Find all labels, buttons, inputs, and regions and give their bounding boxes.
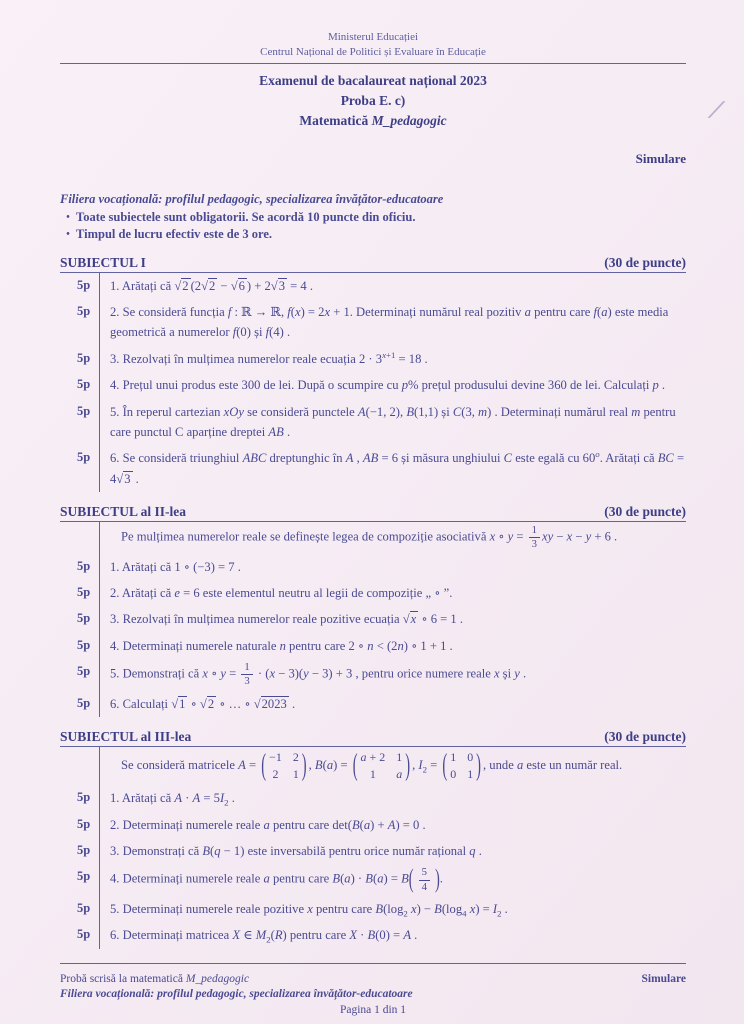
subject-3-item-4 — [60, 864, 686, 895]
math-var: q — [469, 843, 476, 858]
item-text: Pe mulțimea numerelor reale se definește legea de compoziție asociativă x ∘ y = $\frac{1}{3}$ xy − x − y + 6 . — [99, 522, 686, 553]
math-var: p — [401, 378, 408, 393]
superscript: x+1 — [382, 349, 396, 360]
subscript: 4 — [462, 908, 467, 919]
math-var: m — [478, 404, 488, 419]
math-var: p — [652, 378, 659, 393]
points-label: 5p — [77, 450, 91, 465]
item-text: 4. Prețul unui produs este 300 de lei. După o scumpire cu p% prețul produsului devine 360 de lei. Calculați p . — [99, 372, 686, 398]
math-var: I — [418, 758, 423, 773]
subject-3-intro — [60, 747, 686, 785]
footer-page-number: Pagina 1 din 1 — [339, 1004, 407, 1017]
subject-3-item-6 — [60, 922, 686, 948]
matrix-cell: 0 — [467, 750, 474, 765]
item-text: 2. Determinați numerele reale a pentru care det(B(a) + A) = 0 . — [99, 812, 686, 838]
math-var: M_pedagogic — [185, 972, 250, 985]
subject-3-item-3 — [60, 838, 686, 864]
item-text: 6. Se consideră triunghiul ABC dreptunghic în A , AB = 6 și măsura unghiului C este egală cu 60$^o$. Arătați că BC = 4√3 . — [99, 445, 686, 492]
math-var: I — [492, 901, 498, 916]
subject-2-intro — [60, 522, 686, 553]
subject-points: (30 de puncte) — [604, 504, 686, 520]
session-label: Simulare — [635, 151, 686, 167]
math-var: n — [367, 638, 374, 653]
math-var: C — [503, 451, 513, 466]
item-text: 6. Determinați matricea X ∈ $M_2(R)$ pentru care X · B(0) = A . — [99, 922, 686, 948]
math-var: n — [397, 638, 404, 653]
math-var: X — [232, 928, 241, 943]
subject-body — [60, 273, 686, 493]
subscript: 2 — [224, 797, 229, 808]
subject-3-item-5 — [60, 896, 686, 922]
subject-2-item-5 — [60, 659, 686, 690]
item-text: 5. Determinați numerele reale pozitive x pentru care $B(\log_2$ $x) - B(\log_4$ $x) = I_2$ . — [99, 896, 686, 922]
math-var: a — [524, 305, 531, 320]
footer-session-label: Simulare — [641, 972, 686, 985]
item-text: 4. Determinați numerele naturale n pentru care 2 ∘ n < (2n) ∘ 1 + 1 . — [99, 633, 686, 659]
math-var: a — [360, 750, 367, 765]
subject-2-item-4 — [60, 633, 686, 659]
item-text: 3. Demonstrați că B(q − 1) este inversabilă pentru orice număr rațional q . — [99, 838, 686, 864]
footer-filiera: Filiera vocațională: profilul pedagogic, specializarea învățător-educatoare — [60, 987, 413, 1000]
math-var: y — [585, 529, 592, 544]
math-var: f — [227, 305, 232, 320]
bullet-icon: • — [66, 211, 70, 223]
math-var: A — [192, 791, 201, 806]
exam-title: Examenul de bacalaureat național 2023 — [259, 72, 487, 88]
math-var: A — [387, 817, 396, 832]
subject-2-heading — [60, 504, 686, 522]
item-text: 5. În reperul cartezian xOy se consideră punctele A(−1, 2), B(1,1) și C(3, m) . Determinați numărul real m pentru care punctul C aparține dreptei AB . — [99, 399, 686, 446]
math-var: B — [314, 758, 323, 773]
scan-pen-mark: ⁄ — [710, 95, 722, 127]
footer-rule — [60, 963, 686, 964]
page-footer — [60, 963, 686, 1019]
item-text: 1. Arătați că $A \cdot A = 5I_2$ . — [99, 785, 686, 811]
math-var: BC — [657, 451, 674, 466]
ministry-line-1: Ministerul Educației — [327, 31, 419, 43]
math-var: B — [406, 404, 415, 419]
item-text: 1. Arătați că 1 ∘ (−3) = 7 . — [99, 554, 686, 580]
math-var: B — [351, 817, 360, 832]
sqrt-expression: √2 — [174, 278, 189, 293]
math-var: x — [269, 666, 276, 681]
subject-3-item-2 — [60, 812, 686, 838]
math-var: X — [349, 928, 358, 943]
math-var: y — [220, 666, 226, 681]
sqrt-expression: √2023 — [253, 696, 287, 711]
math-var: x — [324, 305, 331, 320]
fraction: $\frac{5}{4}$ — [419, 867, 430, 892]
subject-2-item-2 — [60, 580, 686, 606]
subject-2-item-6 — [60, 691, 686, 717]
matrix-cell: 1 — [467, 766, 474, 781]
item-text: 3. Rezolvați în mulțimea numerelor reale pozitive ecuația √x ∘ 6 = 1 . — [99, 606, 686, 632]
subject-1-item-4 — [60, 372, 686, 398]
math-var: f — [265, 325, 270, 340]
exam-subtitle: Proba E. c) — [340, 92, 406, 108]
sqrt-expression: √6 — [230, 278, 245, 293]
sqrt-expression: √2 — [201, 278, 216, 293]
points-label — [60, 522, 99, 553]
points-label: 5p — [77, 277, 91, 292]
math-var: f — [287, 305, 291, 320]
points-label: 5p — [77, 816, 91, 831]
math-var: x — [566, 529, 573, 544]
subscript: 2 — [497, 908, 502, 919]
matrix-cell: 1 — [369, 766, 376, 781]
subject-points: (30 de puncte) — [604, 254, 686, 270]
subject-1 — [60, 255, 686, 493]
points-label — [60, 747, 99, 785]
points-label: 5p — [77, 842, 91, 857]
subscript: 2 — [266, 934, 271, 945]
item-text: 2. Se consideră funcția f : ℝ → ℝ, f(x) = 2x + 1. Determinați numărul real pozitiv a pentru care f(a) este media geometrică a numerelor f(0) și f(4) . — [99, 299, 686, 346]
math-var: x — [469, 901, 476, 916]
subject-title: SUBIECTUL al II-lea — [60, 504, 187, 520]
math-var: B — [401, 871, 409, 886]
math-var: n — [279, 638, 286, 653]
math-var: B — [202, 843, 211, 858]
big-parens: ( $\frac{5}{4}$ ) — [408, 865, 440, 895]
math-var: x — [307, 901, 313, 916]
subject-1-item-3 — [60, 346, 686, 372]
item-text: 6. Calculați √1 ∘ √2 ∘ … ∘ √2023 . — [99, 691, 686, 717]
math-var: A — [238, 758, 246, 773]
sqrt-expression: √3 — [116, 471, 131, 486]
points-label: 5p — [77, 664, 91, 679]
math-var: a — [326, 758, 334, 773]
math-var: y — [303, 666, 309, 681]
math-var: B — [367, 928, 376, 943]
fraction: $\frac{1}{3}$ — [241, 662, 252, 687]
matrix-cell — [396, 767, 402, 783]
points-label: 5p — [77, 611, 91, 626]
math-var: a — [363, 817, 371, 832]
matrix-cell: 2 — [292, 750, 299, 765]
math-var: B — [365, 871, 373, 886]
math-var: m — [631, 404, 641, 419]
page-header — [60, 30, 686, 167]
points-label: 5p — [77, 350, 91, 365]
matrix: ( 1 0 0 1 ) — [442, 748, 481, 783]
math-var: a — [377, 871, 384, 886]
subject-2 — [60, 504, 686, 717]
math-var: a — [516, 758, 524, 773]
math-var: x — [493, 666, 500, 681]
item-text: 3. Rezolvați în mulțimea numerelor reale ecuația $2 \cdot 3^{x+1} = 18$ . — [99, 346, 686, 372]
math-var: a — [344, 871, 351, 886]
item-text: 4. Determinați numerele reale a pentru care B(a) · B(a) = B ( $\frac{5}{4}$ ) . — [99, 864, 686, 895]
math-var: x — [410, 612, 417, 627]
math-var: xy — [542, 529, 554, 544]
math-var: q — [214, 843, 221, 858]
math-var: x — [294, 305, 301, 320]
filiera-line: Filiera vocațională: profilul pedagogic, specializarea învățător-educatoare — [60, 192, 444, 207]
math-var: B — [375, 901, 384, 916]
points-label: 5p — [77, 637, 91, 652]
math-var: f — [593, 305, 598, 320]
math-var: xOy — [223, 404, 244, 419]
points-label: 5p — [77, 558, 91, 573]
subject-1-item-1 — [60, 273, 686, 299]
points-label: 5p — [77, 927, 91, 942]
math-var: B — [434, 901, 442, 916]
fraction: $\frac{1}{3}$ — [529, 525, 540, 550]
item-text: 1. Arătați că √2 (2√2 − √6 ) + 2√3 = 4 . — [99, 273, 686, 299]
header-rule — [60, 63, 686, 64]
math-var: M — [255, 928, 267, 943]
matrix-cell: 1 — [292, 766, 299, 781]
subject-3-heading — [60, 729, 686, 747]
sqrt-expression: √3 — [270, 278, 286, 293]
footer-exam-label: Probă scrisă la matematică M_pedagogic — [60, 972, 250, 985]
math-var: C — [452, 404, 462, 419]
matrix-cell: a + 2 — [360, 750, 386, 765]
math-var: x — [382, 349, 386, 360]
subject-title: SUBIECTUL al III-lea — [60, 729, 192, 745]
points-label: 5p — [77, 869, 91, 884]
points-label: 5p — [77, 403, 91, 418]
math-var: A — [403, 928, 412, 943]
subjects-container — [60, 255, 686, 949]
subject-points: (30 de puncte) — [604, 729, 686, 745]
math-var: e — [174, 586, 180, 601]
math-var: A — [345, 451, 354, 466]
points-label: 5p — [77, 900, 91, 915]
note-bullet-2 — [60, 226, 686, 243]
matrix-cell: 1 — [396, 750, 403, 765]
math-var: x — [202, 666, 208, 681]
note-bullet-1 — [60, 209, 686, 226]
sqrt-expression: √1 — [171, 696, 186, 711]
subject-title: SUBIECTUL I — [60, 254, 146, 270]
math-var: B — [332, 871, 341, 886]
item-text: 2. Arătați că e = 6 este elementul neutru al legii de compoziție „ ∘ ”. — [99, 580, 686, 606]
subscript: 2 — [403, 908, 408, 919]
sqrt-expression: √x — [402, 612, 417, 627]
subject-3-item-1 — [60, 785, 686, 811]
bullet-icon: • — [66, 228, 70, 240]
points-label: 5p — [77, 377, 91, 392]
math-var: f — [232, 325, 237, 340]
subject-1-item-5 — [60, 399, 686, 446]
matrix-cell: 2 — [272, 766, 279, 781]
item-text: Se consideră matricele A = ( −1 2 2 1 ) , B(a) = ( a + 2 1 1 a ) , $I_2$ = ( 1 0 0 1 ) , unde a este un număr real. — [99, 747, 686, 785]
note-bullet-2-text: Timpul de lucru efectiv este de 3 ore. — [76, 226, 273, 241]
footer-line-1 — [60, 971, 686, 987]
math-var: I — [219, 791, 225, 806]
math-var: AB — [362, 451, 379, 466]
points-label: 5p — [77, 790, 91, 805]
matrix-cell: 1 — [450, 750, 457, 765]
subject-3 — [60, 729, 686, 949]
subject-1-item-6 — [60, 445, 686, 492]
math-var: a — [601, 305, 608, 320]
math-var: a — [396, 766, 403, 781]
math-var: M_pedagogic — [371, 113, 447, 129]
subject-body — [60, 747, 686, 949]
points-label: 5p — [77, 695, 91, 710]
points-label: 5p — [77, 585, 91, 600]
item-text: 5. Demonstrați că x ∘ y = $\frac{1}{3}$ · (x − 3)(y − 3) + 3 , pentru orice numere reale x și y . — [99, 659, 686, 690]
math-var: a — [263, 817, 270, 832]
math-var: y — [507, 529, 514, 544]
matrix-cell: −1 — [269, 750, 282, 765]
note-bullet-1-text: Toate subiectele sunt obligatorii. Se acordă 10 puncte din oficiu. — [76, 209, 416, 224]
math-var: x — [410, 901, 417, 916]
subscript: 2 — [422, 764, 427, 775]
math-var: o — [595, 449, 600, 460]
math-var: y — [514, 666, 520, 681]
subject-2-item-1 — [60, 554, 686, 580]
ministry-line-2: Centrul Național de Politici și Evaluare în Educație — [260, 45, 486, 58]
subject-1-heading — [60, 255, 686, 273]
superscript — [595, 449, 599, 459]
math-var: AB — [268, 425, 284, 440]
exam-subject-label: Matematică M_pedagogic — [299, 113, 447, 129]
math-var: R — [274, 928, 283, 943]
matrix: ( −1 2 2 1 ) — [261, 748, 307, 783]
subject-1-item-2 — [60, 299, 686, 346]
math-var: A — [174, 791, 183, 806]
matrix: ( a + 2 1 1 a ) — [352, 748, 411, 783]
math-var: A — [357, 404, 366, 419]
subject-2-item-3 — [60, 606, 686, 632]
points-label: 5p — [77, 304, 91, 319]
sqrt-expression: √2 — [199, 696, 215, 711]
exam-notes — [60, 191, 686, 242]
subject-body — [60, 522, 686, 717]
matrix-cell: 0 — [450, 766, 457, 781]
math-var: ABC — [242, 451, 267, 466]
math-var: x — [489, 529, 496, 544]
math-var: a — [263, 871, 270, 886]
